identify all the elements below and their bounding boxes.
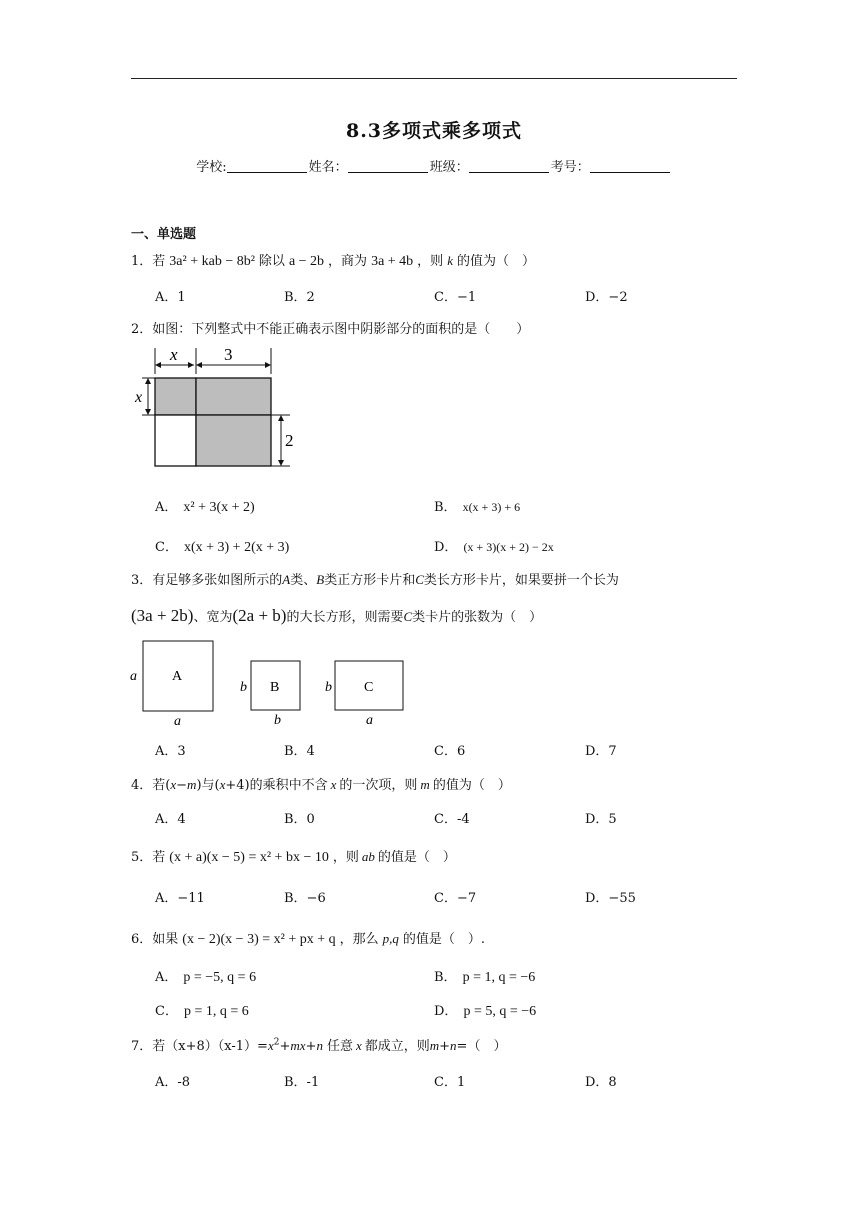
option-b[interactable]: B．0 bbox=[284, 812, 315, 827]
question-text: 类、 bbox=[290, 573, 317, 588]
option-c[interactable]: C．6 bbox=[434, 744, 466, 759]
option-c[interactable]: C． x(x + 3) + 2(x + 3) bbox=[155, 540, 290, 555]
question-text: ，则 bbox=[332, 850, 359, 865]
option-a[interactable]: A．3 bbox=[155, 744, 186, 759]
question-text: 如果 bbox=[152, 932, 179, 947]
math-variable: m bbox=[187, 777, 197, 792]
question-3-line-2 bbox=[131, 606, 542, 626]
question-text: 的大长方形，则需要 bbox=[286, 610, 404, 625]
question-text: 的值为（ ） bbox=[432, 778, 511, 793]
option-b[interactable]: B． p = 1, q = −6 bbox=[434, 970, 536, 985]
option-c[interactable]: C．−7 bbox=[434, 891, 477, 906]
math-expression: p = 1, q = 6 bbox=[183, 1004, 249, 1019]
option-b[interactable]: B．−6 bbox=[284, 891, 326, 906]
math-expression: x(x + 3) + 6 bbox=[462, 500, 521, 514]
card-a bbox=[130, 641, 213, 726]
math-variable: p,q bbox=[382, 931, 399, 946]
question-text: 的值是（ ）. bbox=[402, 932, 486, 947]
question-text: + bbox=[439, 1039, 451, 1054]
question-number: 4． bbox=[131, 778, 153, 793]
name-label: 姓名： bbox=[308, 160, 348, 175]
math-expression: p = −5, q = 6 bbox=[183, 970, 257, 985]
question-text: +4)的乘积中不含 bbox=[225, 778, 328, 793]
math-variable: A bbox=[282, 572, 291, 587]
question-text: ，那么 bbox=[339, 932, 379, 947]
math-variable: x bbox=[170, 777, 177, 792]
question-text: − bbox=[176, 778, 188, 793]
math-variable: mx bbox=[290, 1038, 306, 1053]
question-text: 的值是（ ） bbox=[377, 850, 456, 865]
question-4 bbox=[131, 774, 511, 793]
math-variable: B bbox=[316, 572, 325, 587]
question-text: 的值为（ ） bbox=[456, 254, 535, 269]
math-expression: 3a + 4b bbox=[371, 254, 414, 269]
card-side-label: a bbox=[130, 669, 137, 684]
question-text: 都成立，则 bbox=[364, 1039, 430, 1054]
question-text: ，商为 bbox=[328, 254, 368, 269]
question-2 bbox=[131, 318, 529, 337]
option-d[interactable]: D．8 bbox=[585, 1075, 617, 1090]
question-text: + bbox=[305, 1039, 317, 1054]
option-b[interactable]: B． x(x + 3) + 6 bbox=[434, 500, 521, 515]
card-label: A bbox=[172, 669, 183, 684]
math-expression: 3a² + kab − 8b² bbox=[169, 254, 255, 269]
math-expression: a − 2b bbox=[288, 254, 325, 269]
question-text: 类正方形卡片和 bbox=[324, 573, 416, 588]
question-number: 7． bbox=[131, 1039, 153, 1054]
option-a[interactable]: A．1 bbox=[155, 290, 186, 305]
question-6 bbox=[131, 928, 485, 948]
question-text: 类卡片的张数为（ ） bbox=[412, 610, 543, 625]
class-label: 班级： bbox=[429, 160, 469, 175]
option-c[interactable]: C． p = 1, q = 6 bbox=[155, 1004, 249, 1019]
question-text: ，则 bbox=[417, 254, 444, 269]
question-7 bbox=[131, 1035, 506, 1054]
question-text: )与( bbox=[196, 778, 220, 793]
right-2-label: 2 bbox=[285, 431, 294, 450]
question-text: 类长方形卡片，如果要拼一个长为 bbox=[423, 573, 619, 588]
school-label: 学校: bbox=[196, 160, 227, 175]
math-expression: (x − 2)(x − 3) = x² + px + q bbox=[182, 932, 336, 947]
option-d[interactable]: D． p = 5, q = −6 bbox=[434, 1004, 537, 1019]
option-a[interactable]: A．4 bbox=[155, 812, 186, 827]
header-rule bbox=[131, 78, 737, 79]
question-text: 若 bbox=[152, 254, 166, 269]
math-variable: x bbox=[267, 1038, 274, 1053]
math-expression: p = 1, q = −6 bbox=[462, 970, 536, 985]
option-c[interactable]: C．-4 bbox=[434, 812, 470, 827]
card-bottom-label: a bbox=[174, 714, 181, 726]
math-variable: x bbox=[330, 777, 337, 792]
card-label: B bbox=[270, 680, 280, 695]
question-text: 的一次项，则 bbox=[339, 778, 418, 793]
option-a[interactable]: A．−11 bbox=[155, 891, 205, 906]
math-variable: k bbox=[447, 253, 453, 268]
exam-no-blank bbox=[590, 160, 670, 173]
question-1 bbox=[131, 250, 535, 270]
option-b[interactable]: B．-1 bbox=[284, 1075, 320, 1090]
question-text: 如图：下列整式中不能正确表示图中阴影部分的面积的是（ ） bbox=[152, 322, 530, 337]
math-variable: n bbox=[450, 1038, 457, 1053]
top-x-label: x bbox=[170, 345, 178, 364]
card-bottom-label: b bbox=[274, 713, 281, 726]
question-text: 若（x+8）（x-1）= bbox=[152, 1039, 268, 1054]
card-b bbox=[240, 661, 300, 726]
top-3-label: 3 bbox=[224, 345, 233, 364]
option-d[interactable]: D．−55 bbox=[585, 891, 636, 906]
question-text: 、宽为 bbox=[193, 610, 233, 625]
school-blank bbox=[227, 160, 307, 173]
page-title: 8.3多项式乘多项式 bbox=[345, 120, 523, 142]
card-label: C bbox=[364, 680, 374, 695]
question-text: =（ ） bbox=[456, 1039, 507, 1054]
math-expression: x(x + 3) + 2(x + 3) bbox=[183, 540, 290, 555]
option-a[interactable]: A．-8 bbox=[155, 1075, 191, 1090]
math-variable: C bbox=[415, 572, 424, 587]
math-expression: (x + a)(x − 5) = x² + bx − 10 bbox=[169, 850, 329, 865]
math-expression: p = 5, q = −6 bbox=[463, 1004, 537, 1019]
exam-no-label: 考号： bbox=[550, 160, 590, 175]
option-d[interactable]: D．7 bbox=[585, 744, 617, 759]
option-c[interactable]: C．1 bbox=[434, 1075, 466, 1090]
card-c bbox=[325, 661, 403, 726]
question-number: 5． bbox=[131, 850, 153, 865]
class-blank bbox=[469, 160, 549, 173]
question-number: 6． bbox=[131, 932, 153, 947]
option-a[interactable]: A． p = −5, q = 6 bbox=[155, 970, 257, 985]
card-bottom-label: a bbox=[366, 713, 373, 726]
question-text: 有足够多张如图所示的 bbox=[152, 573, 283, 588]
math-expression: (3a + 2b) bbox=[131, 606, 194, 625]
question-number: 1． bbox=[131, 254, 153, 269]
card-side-label: b bbox=[240, 680, 247, 695]
option-a[interactable]: A． x² + 3(x + 2) bbox=[155, 500, 255, 515]
superscript: 2 bbox=[273, 1037, 280, 1048]
math-variable: m bbox=[429, 1038, 440, 1053]
question-text: 若( bbox=[152, 778, 171, 793]
card-figure bbox=[128, 636, 418, 726]
math-variable: m bbox=[420, 777, 430, 792]
question-number: 3． bbox=[131, 573, 153, 588]
option-d[interactable]: D．−2 bbox=[585, 290, 628, 305]
math-expression: (x + 3)(x + 2) − 2x bbox=[463, 540, 554, 554]
option-b[interactable]: B．2 bbox=[284, 290, 315, 305]
card-side-label: b bbox=[325, 680, 332, 695]
question-number: 2． bbox=[131, 322, 153, 337]
section-title: 一、单选题 bbox=[131, 227, 197, 242]
left-x-label: x bbox=[135, 389, 143, 406]
question-3-line-1 bbox=[131, 569, 619, 588]
question-text: + bbox=[279, 1039, 291, 1054]
option-b[interactable]: B．4 bbox=[284, 744, 315, 759]
math-variable: n bbox=[316, 1038, 323, 1053]
math-expression: x² + 3(x + 2) bbox=[183, 500, 255, 515]
name-blank bbox=[348, 160, 428, 173]
math-expression: (2a + b) bbox=[232, 606, 287, 625]
question-5 bbox=[131, 846, 456, 866]
math-variable: x bbox=[355, 1038, 362, 1053]
option-d[interactable]: D． (x + 3)(x + 2) − 2x bbox=[434, 540, 554, 555]
option-c[interactable]: C．−1 bbox=[434, 290, 477, 305]
question-text: 若 bbox=[152, 850, 166, 865]
math-variable: C bbox=[403, 609, 413, 624]
question-text: 任意 bbox=[326, 1039, 353, 1054]
option-d[interactable]: D．5 bbox=[585, 812, 617, 827]
shaded-area-figure bbox=[130, 344, 310, 474]
question-text: 除以 bbox=[258, 254, 285, 269]
math-variable: ab bbox=[361, 849, 375, 864]
math-variable: x bbox=[219, 777, 226, 792]
student-info-line bbox=[0, 156, 868, 175]
